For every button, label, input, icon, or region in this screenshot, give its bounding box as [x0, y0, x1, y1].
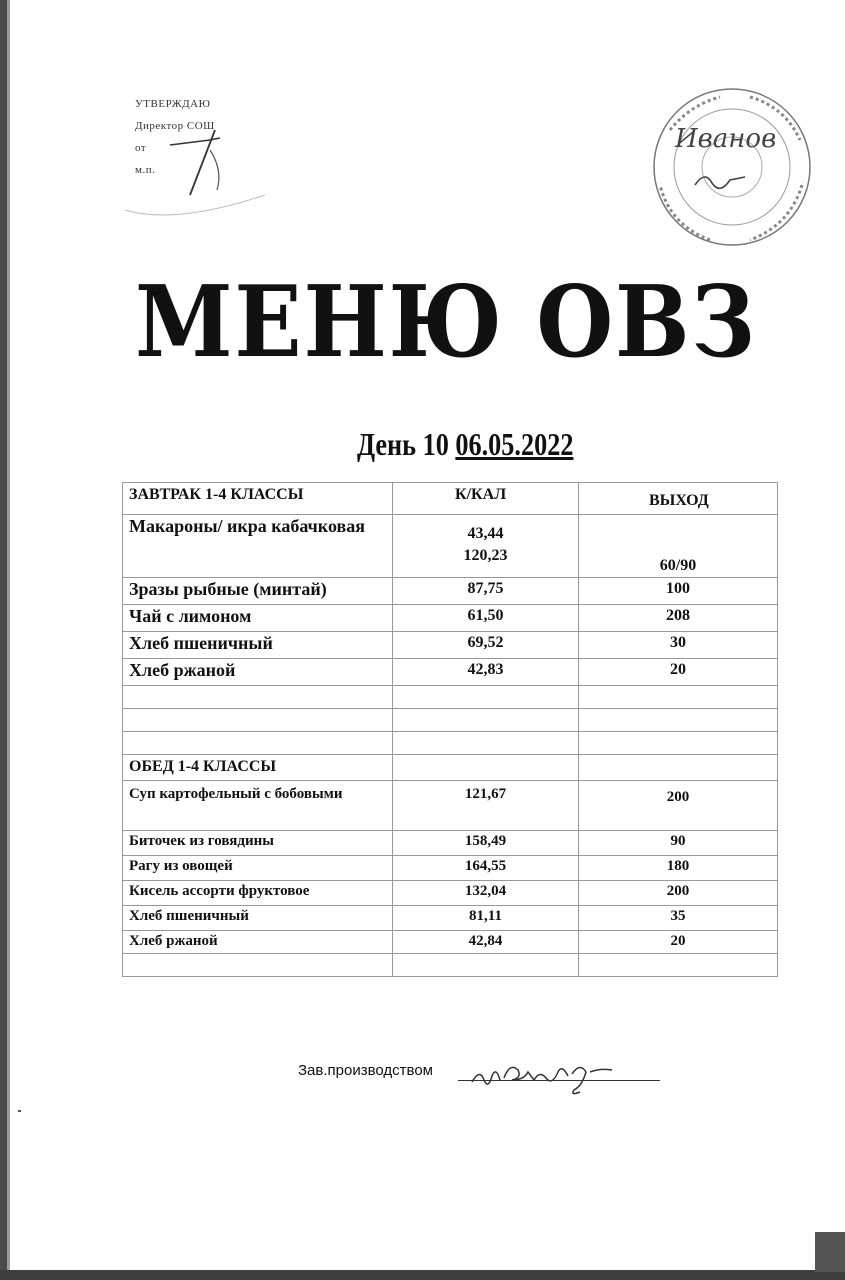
- kcal-value: 121,67: [393, 781, 579, 831]
- scan-edge-bottom: [0, 1270, 845, 1280]
- table-row: [123, 856, 778, 881]
- approval-seal-place: м.п.: [135, 164, 156, 176]
- dish-name: Хлеб пшеничный: [123, 906, 393, 931]
- kcal-value-part: 120,23: [463, 547, 508, 564]
- scan-speck: [18, 1110, 21, 1112]
- yield-value: 60/90: [579, 515, 778, 578]
- yield-value: 30: [579, 632, 778, 659]
- kcal-value: 132,04: [393, 881, 579, 906]
- dish-name: Рагу из овощей: [123, 856, 393, 881]
- dish-name: Биточек из говядины: [123, 831, 393, 856]
- kcal-column-header: К/КАЛ: [393, 483, 579, 515]
- dish-name: Суп картофельный с бобовыми: [123, 781, 393, 831]
- production-manager-signature: [462, 1050, 622, 1100]
- dish-name: Хлеб ржаной: [123, 931, 393, 954]
- lunch-header: ОБЕД 1-4 КЛАССЫ: [123, 755, 393, 781]
- table-row: [123, 659, 778, 686]
- table-row: [123, 578, 778, 605]
- empty-row: [123, 686, 778, 709]
- kcal-value: 81,11: [393, 906, 579, 931]
- page-title: МЕНЮ ОВЗ: [135, 265, 757, 380]
- day-label: День 10: [357, 426, 449, 462]
- scan-edge-left: [0, 0, 7, 1280]
- yield-value: 20: [579, 931, 778, 954]
- table-row: [123, 605, 778, 632]
- table-row: [123, 781, 778, 831]
- yield-value: 35: [579, 906, 778, 931]
- kcal-value: 87,75: [393, 578, 579, 605]
- dish-name: Макароны/ икра кабачковая: [123, 515, 393, 578]
- yield-value: 100: [579, 578, 778, 605]
- approval-director: Директор СОШ: [135, 120, 215, 132]
- table-row: [123, 906, 778, 931]
- table-row: [123, 831, 778, 856]
- scan-edge-shadow: [7, 0, 10, 1280]
- kcal-value: 69,52: [393, 632, 579, 659]
- yield-value: 200: [579, 881, 778, 906]
- approval-date-line: от: [135, 142, 147, 154]
- menu-day-heading: [357, 424, 573, 464]
- director-signature: [115, 100, 275, 230]
- kcal-value: 61,50: [393, 605, 579, 632]
- yield-value: 90: [579, 831, 778, 856]
- approval-title: УТВЕРЖДАЮ: [135, 98, 211, 110]
- kcal-value: 42,84: [393, 931, 579, 954]
- yield-value: 180: [579, 856, 778, 881]
- dish-name: Чай с лимоном: [123, 605, 393, 632]
- kcal-value-part: 43,44: [467, 525, 504, 542]
- yield-column-header: ВЫХОД: [579, 483, 778, 515]
- yield-value: 20: [579, 659, 778, 686]
- table-row: [123, 931, 778, 954]
- dish-name: Хлеб пшеничный: [123, 632, 393, 659]
- kcal-value: 42,83: [393, 659, 579, 686]
- menu-table: [122, 482, 778, 977]
- empty-row: [123, 709, 778, 732]
- breakfast-header: ЗАВТРАК 1-4 КЛАССЫ: [123, 483, 393, 515]
- scan-corner-mark: [815, 1232, 845, 1272]
- kcal-value: 158,49: [393, 831, 579, 856]
- svg-text:Иванов: Иванов: [675, 124, 777, 154]
- table-row: [123, 881, 778, 906]
- table-row: [123, 515, 778, 578]
- yield-value: 208: [579, 605, 778, 632]
- production-manager-label: Зав.производством: [298, 1062, 433, 1079]
- dish-name: Зразы рыбные (минтай): [123, 578, 393, 605]
- dish-name: Кисель ассорти фруктовое: [123, 881, 393, 906]
- dish-name: Хлеб ржаной: [123, 659, 393, 686]
- round-seal-stamp: [650, 85, 815, 250]
- lunch-header-row: [123, 755, 778, 781]
- kcal-value: 164,55: [393, 856, 579, 881]
- breakfast-header-row: [123, 483, 778, 515]
- yield-value: 200: [579, 781, 778, 831]
- menu-date: 06.05.2022: [455, 426, 574, 462]
- table-row: [123, 632, 778, 659]
- empty-row: [123, 954, 778, 977]
- empty-row: [123, 732, 778, 755]
- kcal-value: [393, 515, 579, 578]
